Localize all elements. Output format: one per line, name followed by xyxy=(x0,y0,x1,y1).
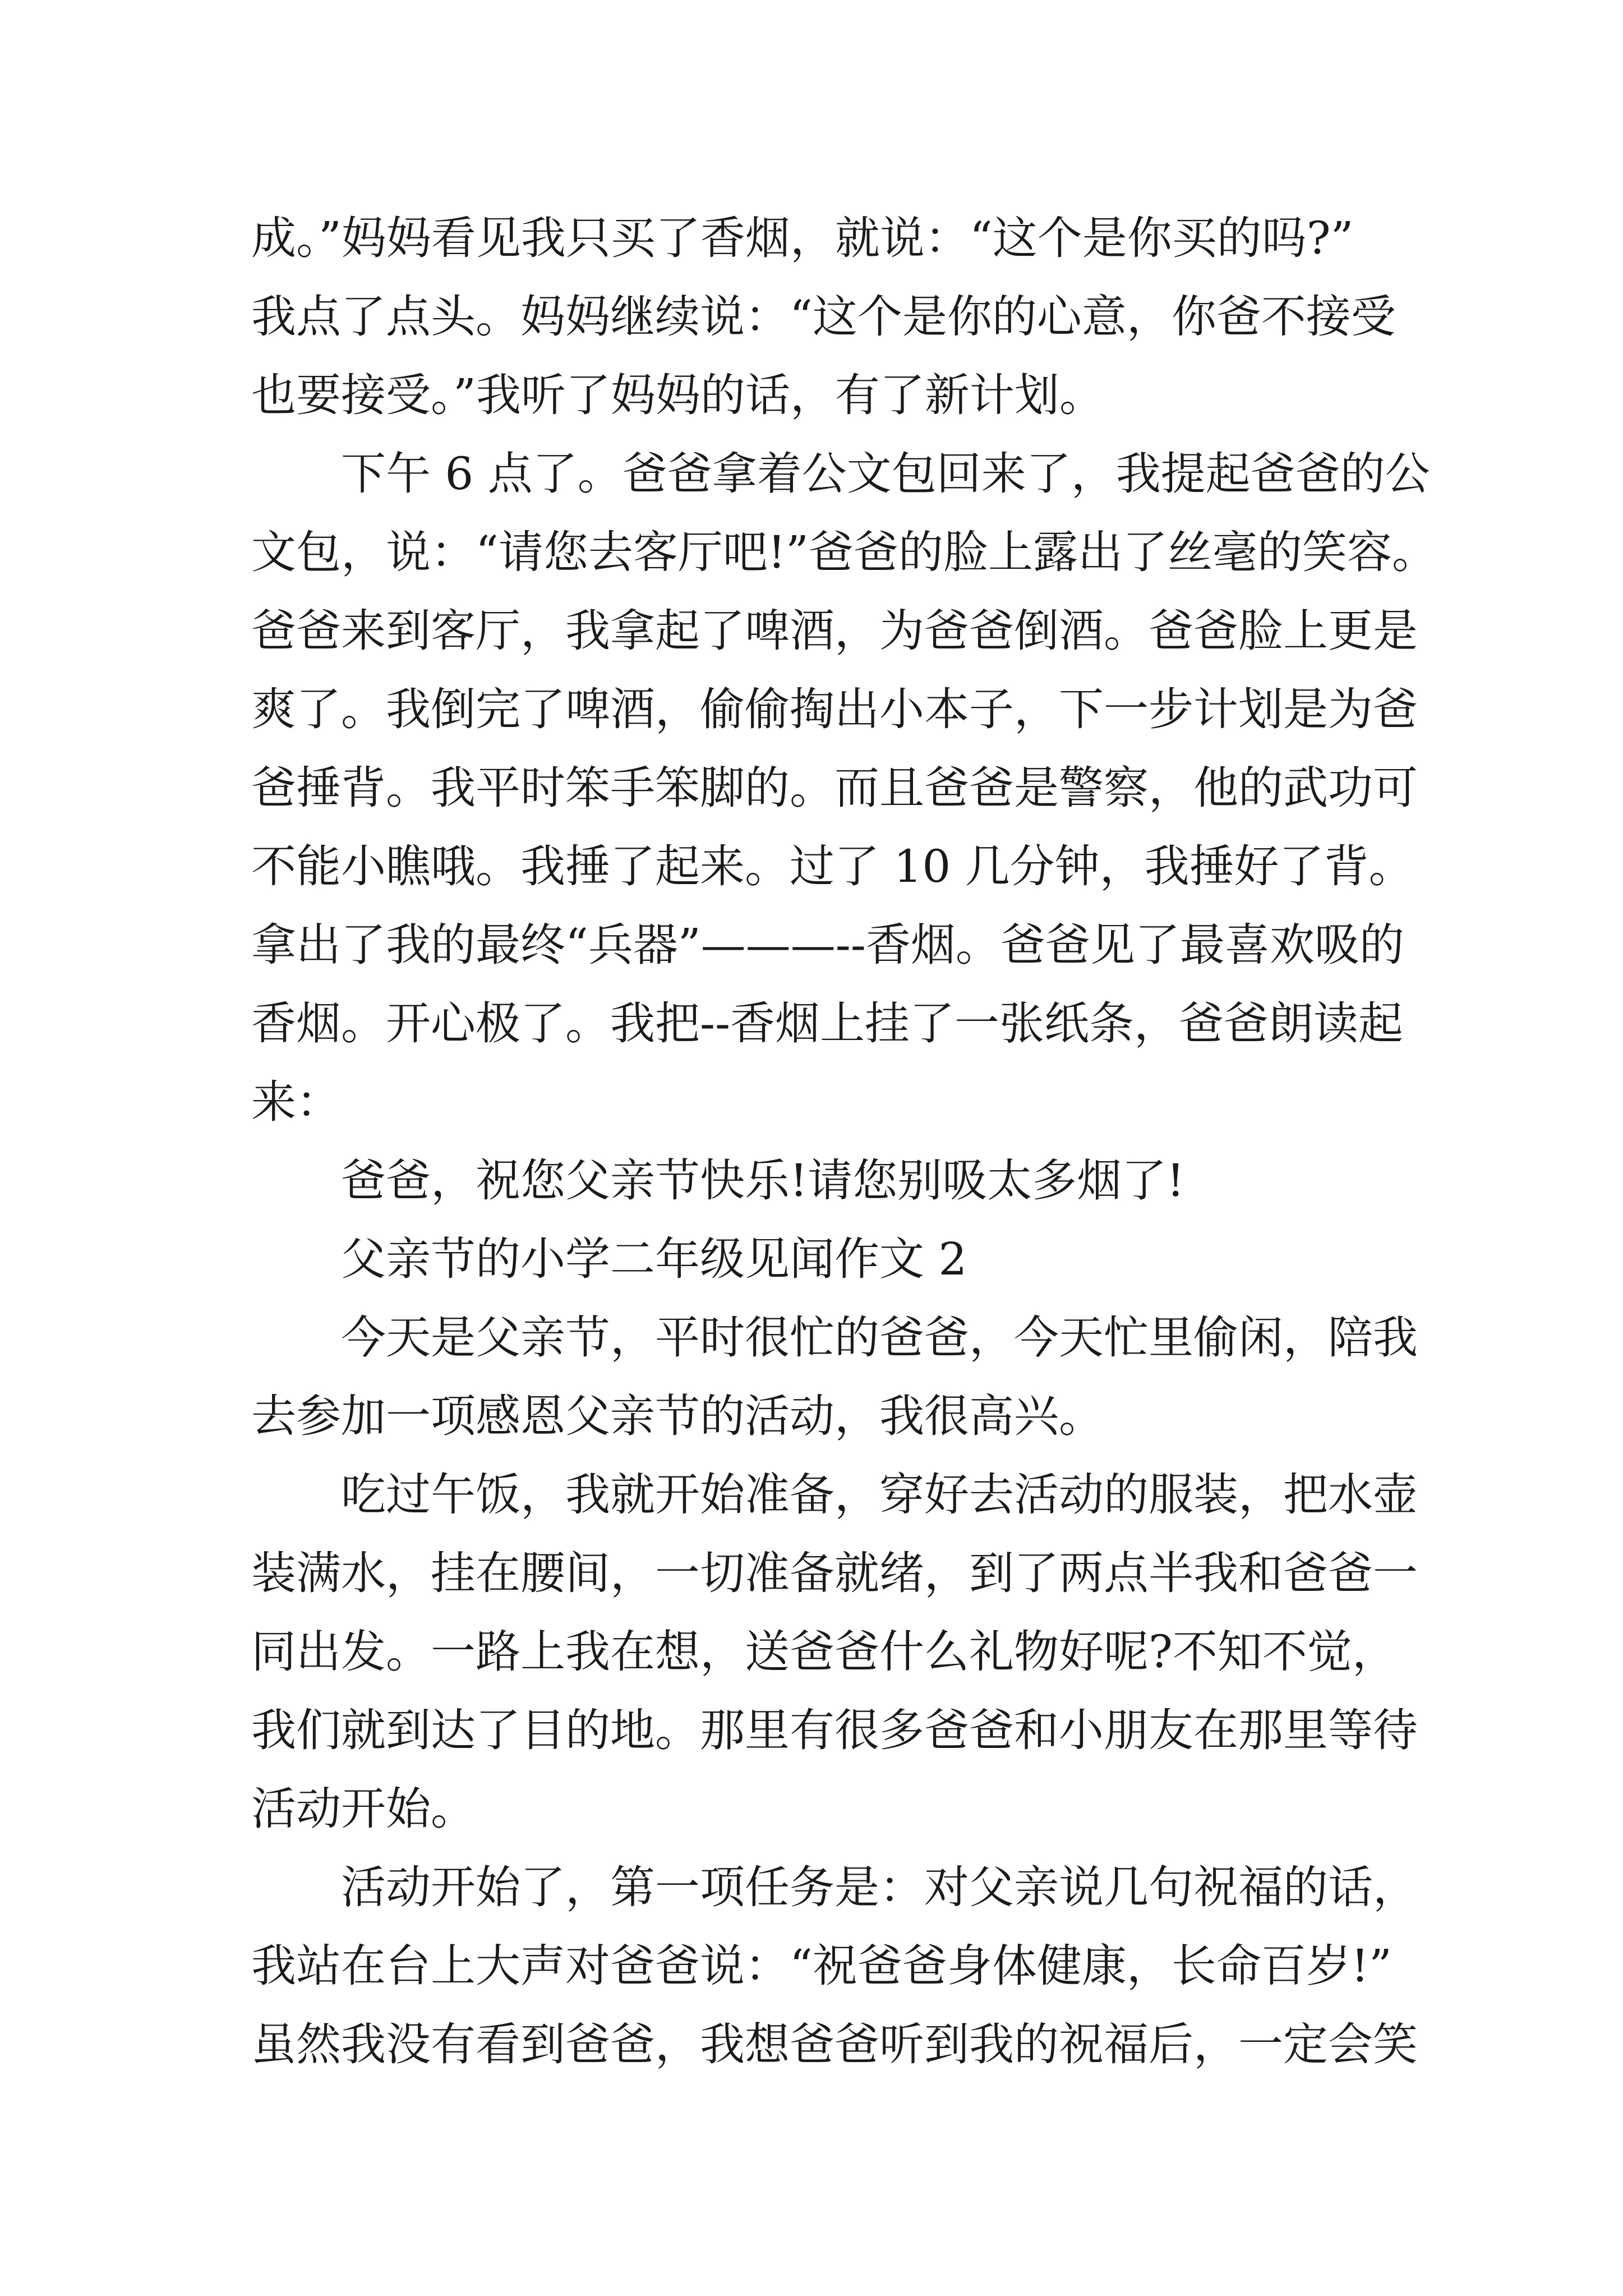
text-line: 来： xyxy=(251,1076,341,1128)
text-line: 同出发。一路上我在想，送爸爸什么礼物好呢?不知不觉， xyxy=(251,1626,1397,1678)
text-line: 我点了点头。妈妈继续说：“这个是你的心意，你爸不接受 xyxy=(251,291,1396,343)
text-line: 不能小瞧哦。我捶了起来。过了 10 几分钟，我捶好了背。 xyxy=(251,840,1414,892)
text-line: 我们就到达了目的地。那里有很多爸爸和小朋友在那里等待 xyxy=(251,1704,1418,1756)
text-line: 去参加一项感恩父亲节的活动，我很高兴。 xyxy=(251,1390,1104,1442)
essay-text xyxy=(251,199,1437,2084)
text-line: 香烟。开心极了。我把--香烟上挂了一张纸条，爸爸朗读起 xyxy=(251,997,1404,1050)
text-line: 爽了。我倒完了啤酒，偷偷掏出小本子，下一步计划是为爸 xyxy=(251,683,1418,735)
text-line: 爸捶背。我平时笨手笨脚的。而且爸爸是警察，他的武功可 xyxy=(251,762,1418,814)
text-line: 拿出了我的最终“兵器”———--香烟。爸爸见了最喜欢吸的 xyxy=(251,919,1404,971)
paragraph-start-line: 活动开始了，第一项任务是：对父亲说几句祝福的话， xyxy=(341,1861,1418,1913)
paragraph-start-line: 吃过午饭，我就开始准备，穿好去活动的服装，把水壶 xyxy=(341,1469,1418,1521)
text-line: 活动开始。 xyxy=(251,1783,476,1835)
text-line: 虽然我没有看到爸爸，我想爸爸听到我的祝福后，一定会笑 xyxy=(251,2018,1418,2070)
text-line: 也要接受。”我听了妈妈的话，有了新计划。 xyxy=(251,369,1104,421)
paragraph-start-line: 今天是父亲节，平时很忙的爸爸，今天忙里偷闲，陪我 xyxy=(341,1312,1418,1364)
text-line: 成。”妈妈看见我只买了香烟，就说：“这个是你买的吗?” xyxy=(251,212,1354,264)
text-line: 爸爸来到客厅，我拿起了啤酒，为爸爸倒酒。爸爸脸上更是 xyxy=(251,605,1418,657)
paragraph-start-line: 爸爸，祝您父亲节快乐!请您别吸太多烟了! xyxy=(341,1154,1185,1207)
paragraph-start-line: 下午 6 点了。爸爸拿着公文包回来了，我提起爸爸的公 xyxy=(341,448,1430,500)
section-heading: 父亲节的小学二年级见闻作文 2 xyxy=(341,1233,967,1285)
text-line: 装满水，挂在腰间，一切准备就绪，到了两点半我和爸爸一 xyxy=(251,1547,1418,1599)
text-line: 我站在台上大声对爸爸说：“祝爸爸身体健康，长命百岁!” xyxy=(251,1940,1392,1992)
text-line: 文包，说：“请您去客厅吧!”爸爸的脸上露出了丝毫的笑容。 xyxy=(251,526,1437,578)
